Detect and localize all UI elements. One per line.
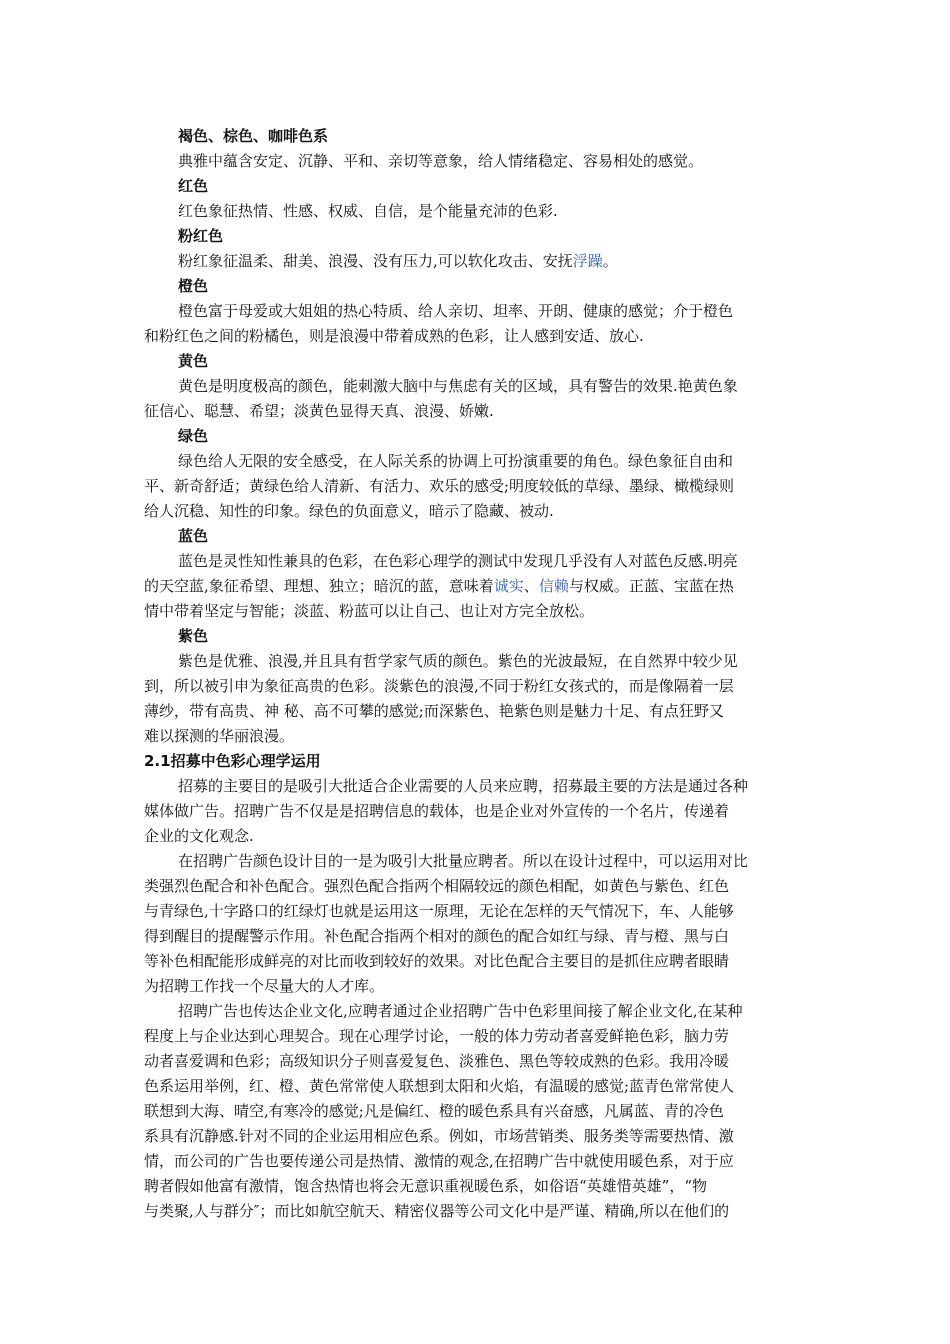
text-line: 在招聘广告颜色设计目的一是为吸引大批量应聘者。所以在设计过程中，可以运用对比: [178, 852, 749, 870]
text-line: 平、新奇舒适；黄绿色给人清新、有活力、欢乐的感受;明度较低的草绿、墨绿、橄榄绿则: [144, 477, 735, 495]
text-line: 难以探测的华丽浪漫。: [144, 727, 295, 745]
text-line: 红色象征热情、性感、权威、自信，是个能量充沛的色彩.: [178, 202, 558, 220]
text-span: 的天空蓝,象征希望、理想、独立；暗沉的蓝，意味着: [144, 577, 494, 595]
text-line: 招募的主要目的是吸引大批适合企业需要的人员来应聘，招募最主要的方法是通过各种: [178, 777, 749, 795]
text-line: 情中带着坚定与智能；淡蓝、粉蓝可以让自己、也让对方完全放松。: [144, 602, 595, 620]
text-line: 绿色给人无限的安全感受，在人际关系的协调上可扮演重要的角色。绿色象征自由和: [178, 452, 734, 470]
heading-yellow: 黄色: [178, 352, 209, 370]
text-line: 到，所以被引申为象征高贵的色彩。淡紫色的浪漫,不同于粉红女孩式的，而是像隔着一层: [144, 677, 734, 695]
heading-red: 红色: [178, 177, 209, 195]
text-line: 情，而公司的广告也要传递公司是热情、激情的观念,在招聘广告中就使用暖色系，对于应: [144, 1152, 734, 1170]
text-line: [144, 249, 808, 274]
link-fuzao[interactable]: 浮躁: [572, 252, 603, 270]
text-line: 典雅中蕴含安定、沉静、平和、亲切等意象，给人情绪稳定、容易相处的感觉。: [178, 152, 704, 170]
text-line: 薄纱，带有高贵、神 秘、高不可攀的感觉;而深紫色、艳紫色则是魅力十足、有点狂野又: [144, 702, 724, 720]
heading-blue: 蓝色: [178, 527, 209, 545]
text-line: 企业的文化观念.: [144, 827, 254, 845]
section-title: 2.1招募中色彩心理学运用: [144, 752, 321, 770]
text-line: 黄色是明度极高的颜色，能刺激大脑中与焦虑有关的区域，具有警告的效果.艳黄色象: [178, 377, 738, 395]
text-line: 征信心、聪慧、希望；淡黄色显得天真、浪漫、娇嫩.: [144, 402, 494, 420]
text-line: 类强烈色配合和补色配合。强烈色配合指两个相隔较远的颜色相配，如黄色与紫色、红色: [144, 877, 730, 895]
text-line: 色系运用举例，红、橙、黄色常常使人联想到太阳和火焰，有温暖的感觉;蓝青色常常使人: [144, 1077, 735, 1095]
text-line: 和粉红色之间的粉橘色，则是浪漫中带着成熟的色彩，让人感到安适、放心.: [144, 327, 644, 345]
text-span: 与权威。正蓝、宝蓝在热: [568, 577, 734, 595]
text-line: [144, 574, 808, 599]
text-line: 等补色相配能形成鲜亮的对比而收到较好的效果。对比色配合主要目的是抓住应聘者眼睛: [144, 952, 730, 970]
text-line: 动者喜爱调和色彩；高级知识分子则喜爱复色、淡雅色、黑色等较成熟的色彩。我用冷暖: [144, 1052, 730, 1070]
text-line: 与青绿色,十字路口的红绿灯也就是运用这一原理，无论在怎样的天气情况下，车、人能够: [144, 902, 734, 920]
text-line: 紫色是优雅、浪漫,并且具有哲学家气质的颜色。紫色的光波最短，在自然界中较少见: [178, 652, 738, 670]
text-span: 粉红象征温柔、甜美、浪漫、没有压力,可以软化攻击、安抚: [178, 252, 573, 270]
text-span: 、: [523, 577, 539, 595]
heading-purple: 紫色: [178, 627, 209, 645]
text-line: 招聘广告也传达企业文化,应聘者通过企业招聘广告中色彩里间接了解企业文化,在某种: [178, 1002, 743, 1020]
text-span: 。: [602, 252, 618, 270]
text-line: 程度上与企业达到心理契合。现在心理学讨论，一般的体力劳动者喜爱鲜艳色彩，脑力劳: [144, 1027, 730, 1045]
text-line: 聘者假如他富有激情，饱含热情也将会无意识重视暖色系，如俗语“英雄惜英雄”，“物: [144, 1177, 708, 1195]
heading-orange: 橙色: [178, 277, 209, 295]
text-line: 联想到大海、晴空,有寒冷的感觉;凡是偏红、橙的暖色系具有兴奋感，凡属蓝、青的冷色: [144, 1102, 724, 1120]
heading-pink: 粉红色: [178, 227, 224, 245]
text-line: 与类聚,人与群分″；而比如航空航天、精密仪器等公司文化中是严谨、精确,所以在他们的: [144, 1202, 730, 1220]
text-line: 橙色富于母爱或大姐姐的热心特质、给人亲切、坦率、开朗、健康的感觉；介于橙色: [178, 302, 734, 320]
text-line: 媒体做广告。招聘广告不仅是是招聘信息的载体，也是企业对外宣传的一个名片，传递着: [144, 802, 730, 820]
link-xinlai[interactable]: 信赖: [538, 577, 569, 595]
text-line: 蓝色是灵性知性兼具的色彩，在色彩心理学的测试中发现几乎没有人对蓝色反感.明亮: [178, 552, 738, 570]
text-line: 得到醒目的提醒警示作用。补色配合指两个相对的颜色的配合如红与绿、青与橙、黑与白: [144, 927, 730, 945]
document-page: [144, 124, 808, 1224]
text-line: 给人沉稳、知性的印象。绿色的负面意义，暗示了隐藏、被动.: [144, 502, 554, 520]
text-line: 系具有沉静感.针对不同的企业运用相应色系。例如，市场营销类、服务类等需要热情、激: [144, 1127, 734, 1145]
link-chengshi[interactable]: 诚实: [493, 577, 524, 595]
text-line: 为招聘工作找一个尽量大的人才库。: [144, 977, 385, 995]
heading-brown: 褐色、棕色、咖啡色系: [178, 127, 329, 145]
heading-green: 绿色: [178, 427, 209, 445]
